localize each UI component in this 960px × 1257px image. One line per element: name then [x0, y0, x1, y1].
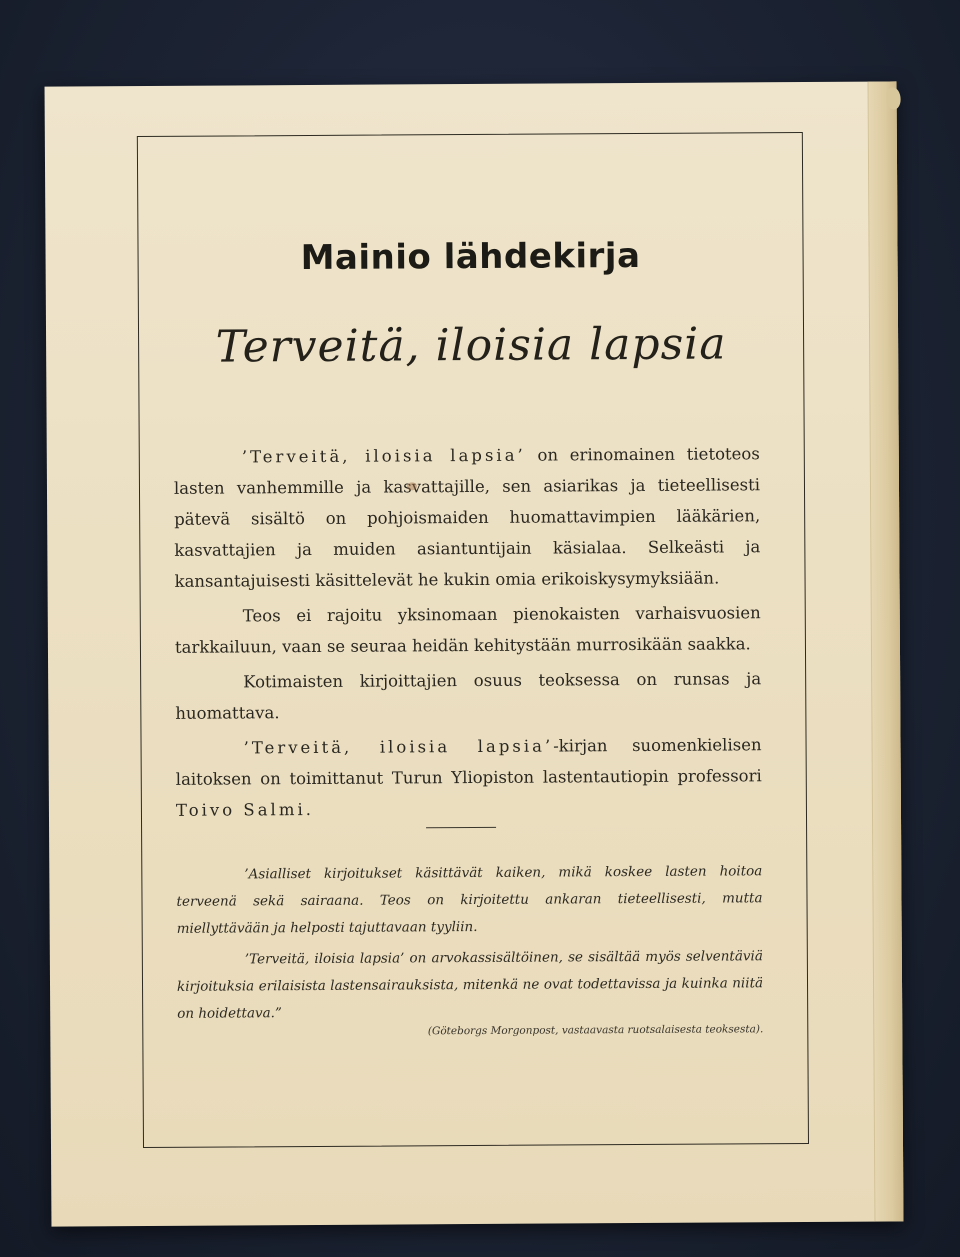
paragraph-4-end: .	[305, 799, 312, 820]
paragraph-4-title: ’Terveitä, iloisia lapsia’	[243, 736, 554, 758]
torn-corner	[887, 87, 901, 109]
book-title-script: Terveitä, iloisia lapsia	[215, 318, 727, 373]
paragraph-1-body: on erinomainen tietoteos lasten vanhemmille ja kasvattajille, sen asiarikas ja tieteellisesti pätevä sisältö on pohjoismaiden huomattavimpien lääkärien, kasvattajien ja muiden asiantuntijain käsialaa. Selkeästi ja kansantajuisesti käsittelevät he kukin omia erikoiskysymyksiään.	[173, 444, 761, 591]
paragraph-4-body: -kirjan suomenkielisen laitoksen on toimittanut Turun Yliopiston lastentautiopin professori	[175, 735, 762, 789]
paragraph-3: Kotimaisten kirjoittajien osuus teoksessa on runsas ja huomattava.	[175, 669, 762, 723]
book-jacket-back	[45, 81, 904, 1226]
paragraph-1-title: ’Terveitä, iloisia lapsia’	[241, 445, 526, 467]
paragraph-1	[174, 438, 761, 597]
editor-name: Toivo Salmi	[175, 800, 306, 820]
description-text	[174, 438, 762, 830]
quote-paragraph-2: ’Terveitä, iloisia lapsia’ on arvokassisältöinen, se sisältää myös selventäviä kirjoituksia erilaisista lastensairauksista, mitenkä ne ovat todettavissa ja kuinka niitä on hoidettava.”	[176, 948, 764, 1022]
quote-source: (Göteborgs Morgonpost, vastaavasta ruotsalaisesta teoksesta).	[427, 1023, 764, 1038]
text-frame	[137, 132, 809, 1148]
review-quote	[176, 858, 763, 1032]
paragraph-4	[175, 729, 762, 826]
heading: Mainio lähdekirja	[300, 235, 641, 279]
paragraph-2: Teos ei rajoitu yksinomaan pienokaisten varhaisvuosien tarkkailuun, vaan se seuraa heidän kehitystään murrosikään saakka.	[174, 603, 761, 657]
quote-paragraph-1: ’Asialliset kirjoitukset käsittävät kaiken, mikä koskee lasten hoitoa terveenä sekä sairaana. Teos on kirjoitettu ankaran tieteellisesti, mutta miellyttävään ja helposti tajuttavaan tyyliin.	[176, 863, 763, 937]
divider-line	[426, 827, 496, 828]
paper-stain	[407, 482, 417, 490]
